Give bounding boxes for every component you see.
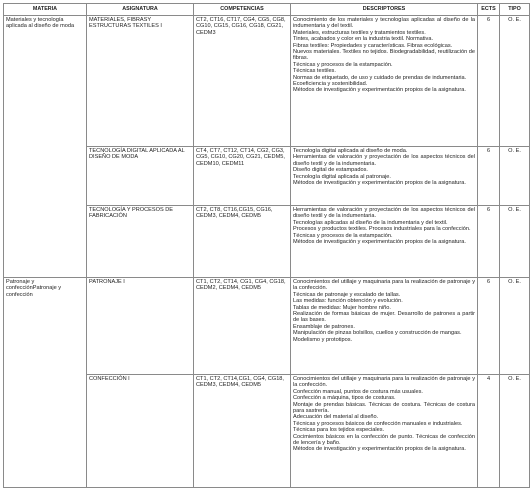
descriptor-line: Las medidas: función obtención y evolución. [293,298,403,305]
descriptor-line: Ecoeficiencia y sostenibilidad. [293,81,368,88]
tipo-cell: O. E. [500,206,530,278]
descriptor-line: Normas de etiquetado, de uso y cuidado de prendas de indumentaria. [293,74,467,81]
header-competencias: COMPETENCIAS [194,4,291,16]
descriptor-line: Técnicas de patronaje y escalado de tallas. [293,291,401,298]
table-row [4,278,530,375]
tipo-cell: O. E. [500,375,530,488]
asignatura-cell: PATRONAJE I [87,278,194,375]
materia-cell: Materiales y tecnología aplicada al diseño de moda [4,16,87,278]
descriptores-cell [291,375,478,488]
descriptor-line: Materiales, estructuras textiles y tratamientos textiles. [293,29,426,36]
competencias-cell: CT1, CT2, CT14,CG1, CG4, CG18, CEDM3, CEDM4, CEDM5 [194,375,291,488]
descriptor-line: Tintes, acabados y color en la industria textil. Normativa. [293,36,434,43]
descriptor-line: Manipulación de pinzas bolsillos, cuellos y construcción de mangas. [293,330,462,337]
asignatura-cell: CONFECCIÓN I [87,375,194,488]
descriptor-line: Tecnologías aplicadas al diseño de la indumentaria y del textil. [293,219,448,226]
tipo-cell: O. E. [500,278,530,375]
descriptor-line: Herramientas de valoración y proyectación de los aspectos técnicos del diseño textil y de la indumentaria. [293,207,475,220]
descriptor-line: Tecnología digital aplicada al patronaje. [293,173,391,180]
ects-cell: 4 [478,375,500,488]
descriptor-line: Técnicas y procesos básicos de confección manuales e industriales. [293,420,463,427]
descriptor-line: Herramientas de valoración y proyectación de los aspectos técnicos del diseño textil y de la indumentaria. [293,154,475,167]
asignatura-cell: MATERIALES, FIBRASY ESTRUCTURAS TEXTILES I [87,16,194,147]
descriptor-line: Métodos de investigación y experimentación propios de la asignatura. [293,239,466,246]
descriptores-cell [291,16,478,147]
descriptor-line: Técnicas y procesos de la estampación. [293,61,393,68]
descriptor-line: Técnicas para los tejidos especiales. [293,427,385,434]
descriptor-line: Diseño digital de estampados. [293,167,368,174]
descriptores-cell [291,278,478,375]
asignatura-cell: TECNOLOGÍA Y PROCESOS DE FABRICACIÓN [87,206,194,278]
ects-cell: 6 [478,206,500,278]
materia-cell: Patronaje y confecciónPatronaje y confección [4,278,87,488]
ects-cell: 6 [478,278,500,375]
descriptor-line: Nuevos materiales. Textiles no tejidos. Biodegradabilidad, reutilización de fibras. [293,49,475,62]
competencias-cell: CT1, CT2, CT14, CG1, CG4, CG18, CEDM2, CEDM4, CEDM5 [194,278,291,375]
descriptor-line: Conocimiento de los materiales y tecnologías aplicadas al diseño de la indumentaria y del textil. [293,17,475,30]
ects-cell: 6 [478,147,500,206]
curriculum-table [3,3,530,488]
header-tipo: TIPO [500,4,530,16]
descriptor-line: Ensamblaje de patrones. [293,323,355,330]
descriptor-line: Conocimientos del utillaje y maquinaria para la realización de patronaje y la confección. [293,376,475,389]
tipo-cell: O. E. [500,147,530,206]
descriptor-line: Confección manual, puntos de costura más usuales. [293,388,423,395]
descriptores-cell [291,147,478,206]
descriptor-line: Montaje de prendas básicas. Técnicas de costura. Técnicas de costura para sastrería. [293,401,475,415]
header-asignatura: ASIGNATURA [87,4,194,16]
descriptor-line: Adecuación del material al diseño. [293,414,379,421]
header-descriptores: DESCRIPTORES [291,4,478,16]
competencias-cell: CT2, CT16, CT17, CG4, CG5, CG8, CG10, CG15, CG16, CG18, CG21, CEDM3 [194,16,291,147]
descriptor-line: Conocimientos del utillaje y maquinaria para la realización de patronaje y la confección. [293,279,475,292]
descriptor-line: Técnicas y procesos de la estampación. [293,232,393,239]
asignatura-cell: TECNOLOGÍA DIGITAL APLICADA AL DISEÑO DE MODA [87,147,194,206]
descriptor-line: Cocimientos básicos en la confección de punto. Técnicas de confección de lencería y baño. [293,433,475,447]
descriptor-line: Métodos de investigación y experimentación propios de la asignatura. [293,446,466,453]
descriptor-line: Métodos de investigación y experimentación propios de la asignatura. [293,180,466,187]
descriptor-line: Procesos y productos textiles. Procesos industriales para la confección. [293,226,471,233]
header-row [4,4,530,16]
descriptor-line: Fibras textiles: Propiedades y características. Fibras ecológicas. [293,42,453,49]
descriptor-line: Métodos de investigación y experimentación propios de la asignatura. [293,87,466,94]
descriptor-line: Modelismo y prototipos. [293,336,353,343]
descriptor-line: Realización de formas básicas de mujer. Desarrollo de patrones a partir de las bases. [293,311,475,324]
competencias-cell: CT4, CT7, CT12, CT14, CG2, CG3, CG5, CG10, CG20, CG21, CEDM5, CEDM10, CEDM11 [194,147,291,206]
table-row [4,16,530,147]
tipo-cell: O. E. [500,16,530,147]
descriptor-line: Tecnología digital aplicada al diseño de moda. [293,148,408,154]
descriptor-line: Confección a máquina, tipos de costuras. [293,395,396,402]
ects-cell: 6 [478,16,500,147]
header-materia: MATERIA [4,4,87,16]
descriptor-line: Tablas de medidas: Mujer hombre niño. [293,304,391,311]
competencias-cell: CT2, CT8, CT16,CG15, CG16, CEDM3, CEDM4, CEDM5 [194,206,291,278]
header-ects: ECTS [478,4,500,16]
descriptores-cell [291,206,478,278]
descriptor-line: Técnicas textiles. [293,68,336,75]
